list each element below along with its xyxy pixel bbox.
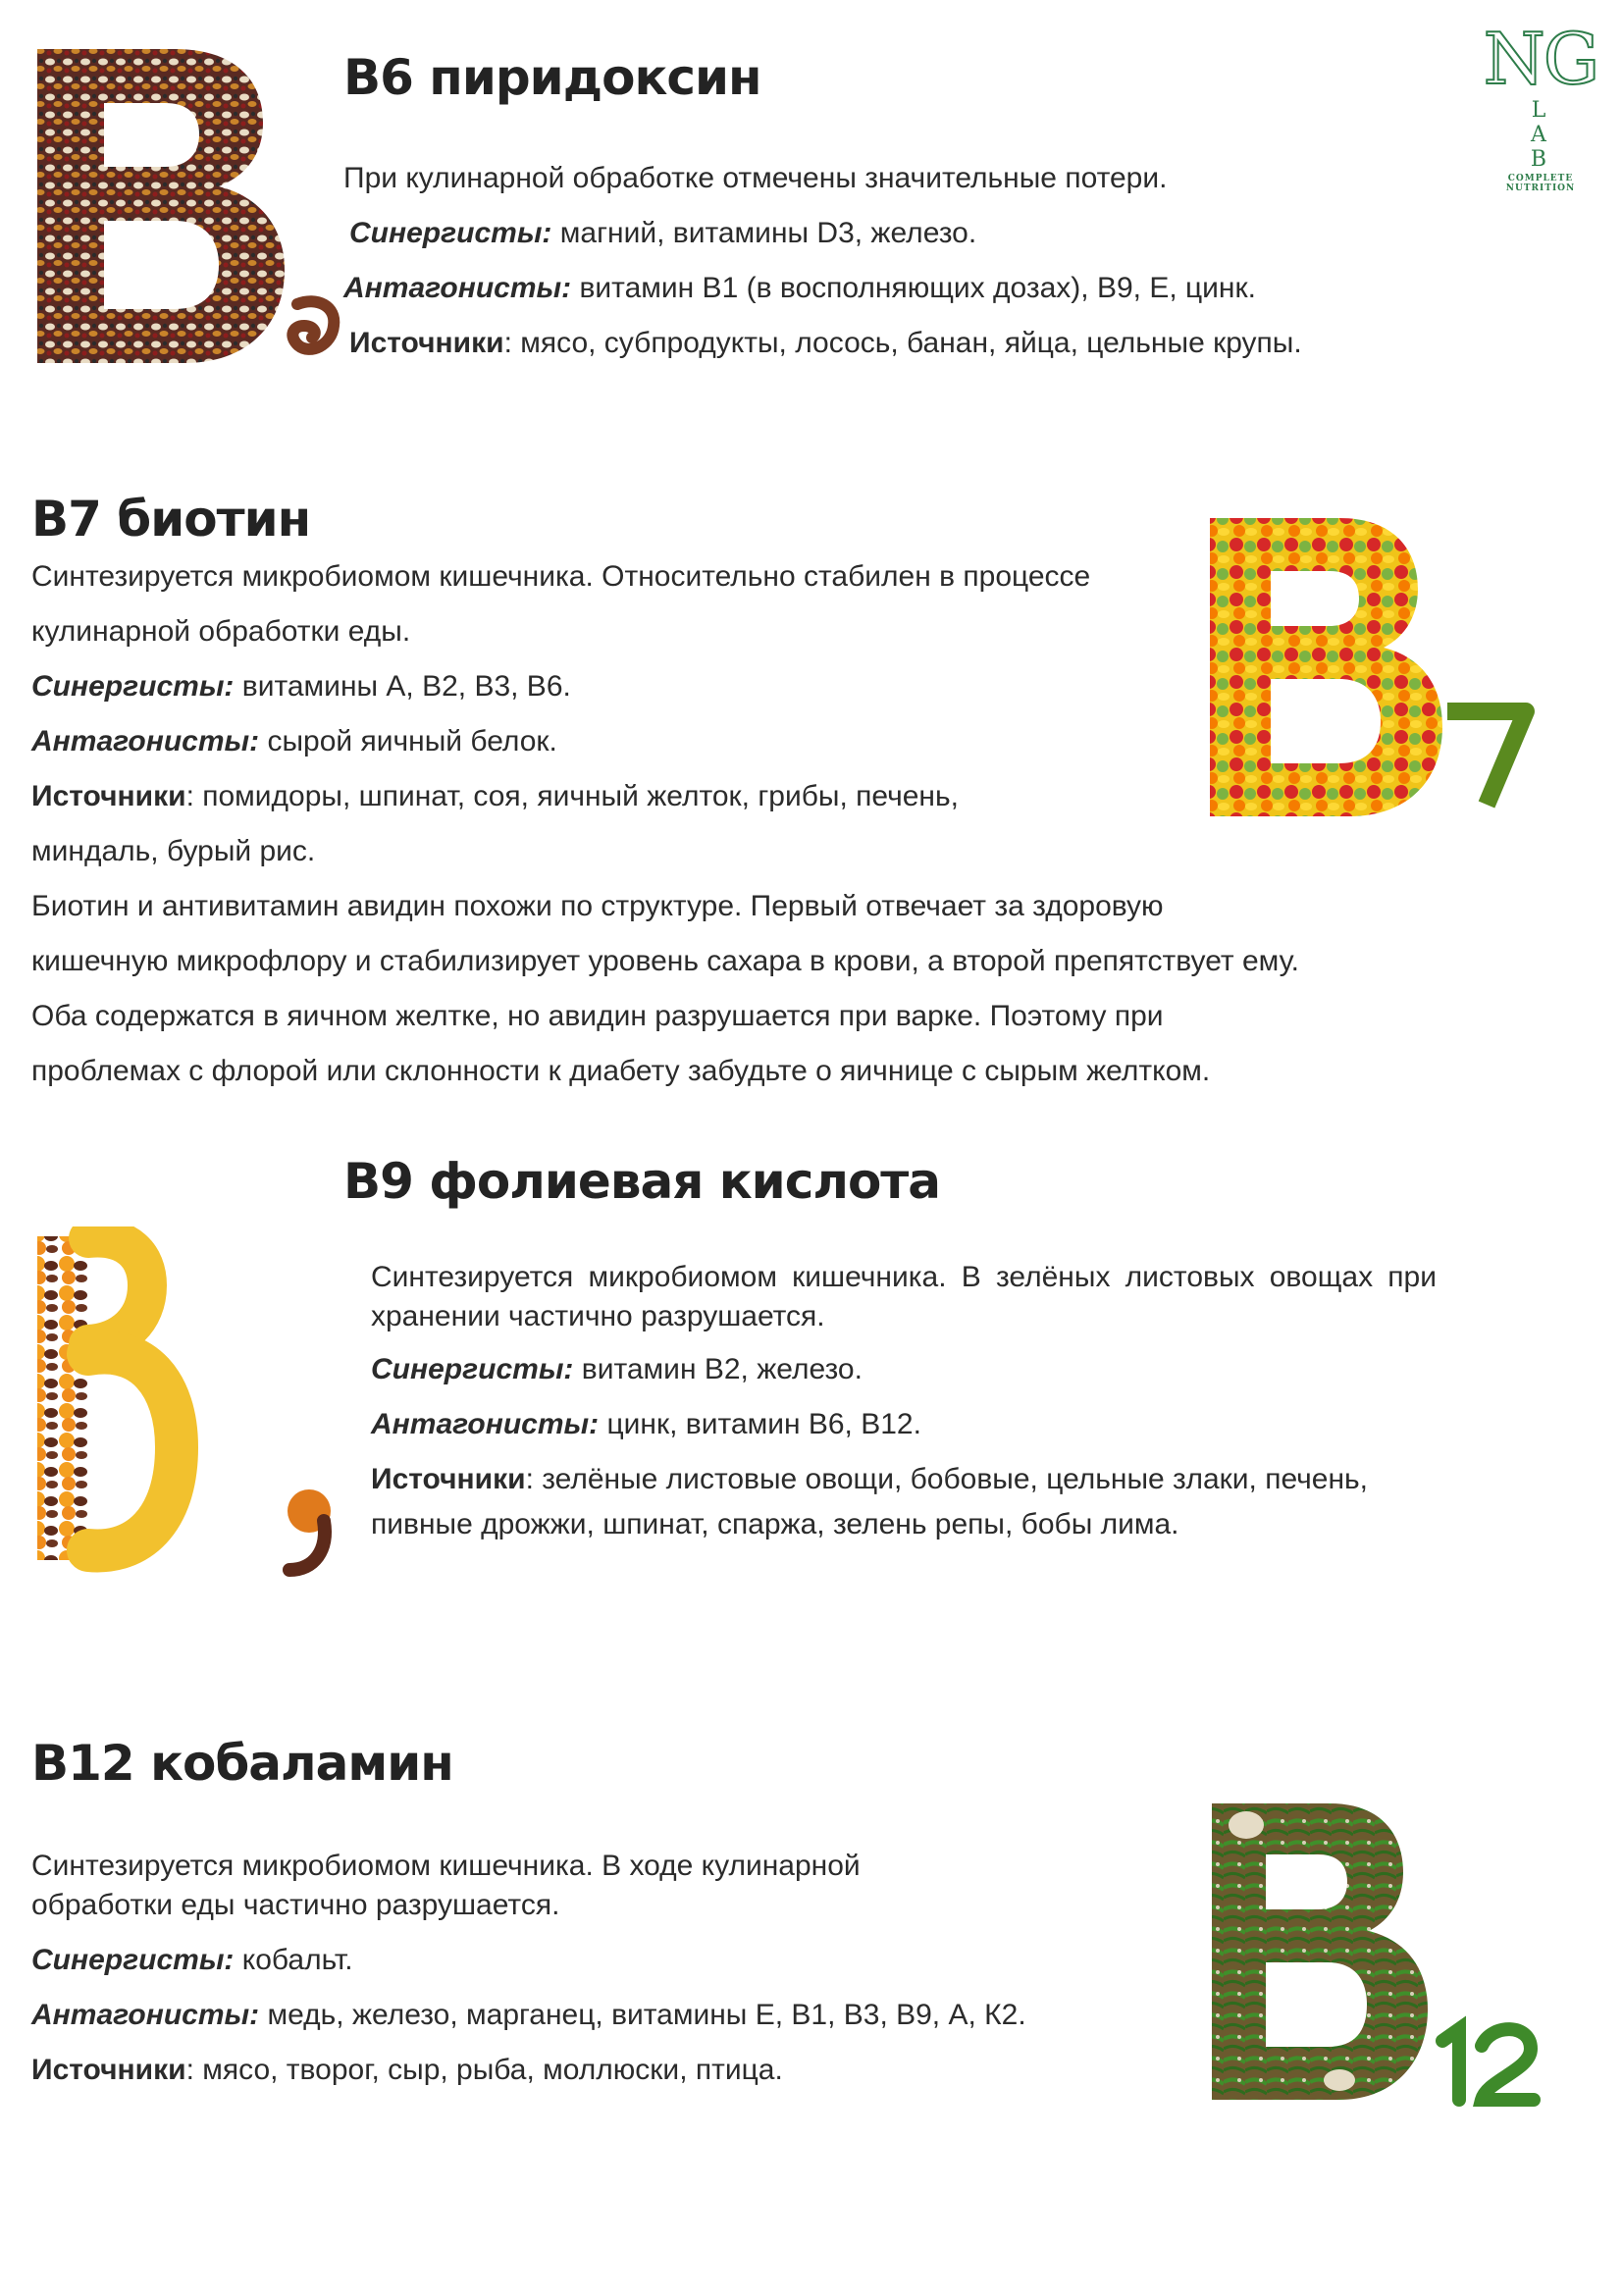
b9-synergists-text: витамин В2, железо.: [573, 1353, 863, 1385]
b9-antagonists-text: цинк, витамин В6, В12.: [599, 1408, 921, 1440]
b12-antagonists-label: Антагонисты:: [31, 1999, 260, 2031]
b6-antagonists-label: Антагонисты:: [343, 272, 572, 304]
b6-synergists-text: магний, витамины D3, железо.: [551, 217, 977, 249]
b7-sources-line2: миндаль, бурый рис.: [31, 835, 316, 867]
b9-synergists: [371, 1350, 863, 1389]
b6-intro: При кулинарной обработке отмечены значительные потери.: [343, 162, 1168, 194]
b12-synergists-label: Синергисты:: [31, 1944, 235, 1976]
b12-antagonists-text: медь, железо, марганец, витамины Е, В1, В3, В9, А, К2.: [259, 1999, 1026, 2031]
b6-sources: [349, 324, 1302, 363]
b7-antagonists: [31, 722, 557, 761]
b9-antagonists-label: Антагонисты:: [371, 1408, 600, 1440]
logo-tagline: COMPLETE NUTRITION: [1505, 174, 1576, 193]
b7-synergists: [31, 667, 571, 706]
b12-sources: [31, 2051, 783, 2090]
logo-lab: L A B: [1530, 98, 1581, 172]
b7-sources: [31, 777, 959, 816]
b12-title: B12 кобаламин: [31, 1735, 453, 1792]
b7-paragraph-line2: кишечную микрофлору и стабилизирует уровень сахара в крови, а второй препятствует ему.: [31, 945, 1299, 977]
b9-sources-line2: пивные дрожжи, шпинат, спаржа, зелень репы, бобы лима.: [371, 1508, 1179, 1540]
b7-title: B7 биотин: [31, 491, 311, 548]
b12-intro-line2: обработки еды частично разрушается.: [31, 1889, 560, 1921]
b12-sources-label: Источники: [31, 2054, 186, 2086]
b6-sources-text: : мясо, субпродукты, лосось, банан, яйца, цельные крупы.: [503, 327, 1302, 359]
b7-synergists-label: Синергисты:: [31, 670, 235, 703]
ng-lab-logo: [1472, 18, 1609, 193]
b7-paragraph-line1: Биотин и антивитамин авидин похожи по структуре. Первый отвечает за здоровую: [31, 890, 1164, 922]
seaweed-letter-b12-icon: [1202, 1796, 1555, 2110]
b7-sources-text: : помидоры, шпинат, соя, яичный желток, грибы, печень,: [185, 780, 959, 812]
b7-intro-line1: Синтезируется микробиомом кишечника. Относительно стабилен в процессе: [31, 560, 1091, 593]
b7-antagonists-label: Антагонисты:: [31, 725, 260, 757]
b9-sources: [371, 1460, 1368, 1499]
b6-title: B6 пиридоксин: [343, 49, 761, 106]
bean-letter-b6-icon: [27, 39, 351, 373]
b7-paragraph-line3: Оба содержатся в яичном желтке, но авидин разрушается при варке. Поэтому при: [31, 1000, 1164, 1032]
logo-mark: NG: [1483, 18, 1598, 100]
b12-synergists: [31, 1941, 353, 1980]
b7-paragraph-line4: проблемах с флорой или склонности к диабету забудьте о яичнице с сырым желтком.: [31, 1055, 1211, 1087]
b7-sources-label: Источники: [31, 780, 186, 812]
fruit-letter-b9-icon: [29, 1226, 343, 1580]
b9-sources-label: Источники: [371, 1463, 526, 1495]
b12-sources-text: : мясо, творог, сыр, рыба, моллюски, птица.: [185, 2054, 783, 2086]
b7-synergists-text: витамины А, В2, В3, В6.: [234, 670, 571, 703]
b7-antagonists-text: сырой яичный белок.: [259, 725, 557, 757]
b9-intro: Синтезируется микробиомом кишечника. В зелёных листовых овощах при хранении частично разрушается.: [371, 1261, 1437, 1332]
b12-antagonists: [31, 1996, 1026, 2035]
b6-sources-label: Источники: [349, 327, 504, 359]
b12-synergists-text: кобальт.: [234, 1944, 353, 1976]
b7-intro-line2: кулинарной обработки еды.: [31, 615, 411, 648]
b9-antagonists: [371, 1405, 921, 1444]
b6-synergists: [349, 214, 976, 253]
b9-title: B9 фолиевая кислота: [343, 1153, 941, 1210]
b12-intro-line1: Синтезируется микробиомом кишечника. В ходе кулинарной: [31, 1850, 861, 1882]
fruit-letter-b7-icon: [1202, 510, 1536, 824]
b6-antagonists-text: витамин В1 (в восполняющих дозах), В9, Е, цинк.: [571, 272, 1256, 304]
b6-synergists-label: Синергисты:: [349, 217, 552, 249]
b6-antagonists: [343, 269, 1256, 308]
b9-synergists-label: Синергисты:: [371, 1353, 574, 1385]
b9-sources-text: : зелёные листовые овощи, бобовые, цельные злаки, печень,: [525, 1463, 1368, 1495]
